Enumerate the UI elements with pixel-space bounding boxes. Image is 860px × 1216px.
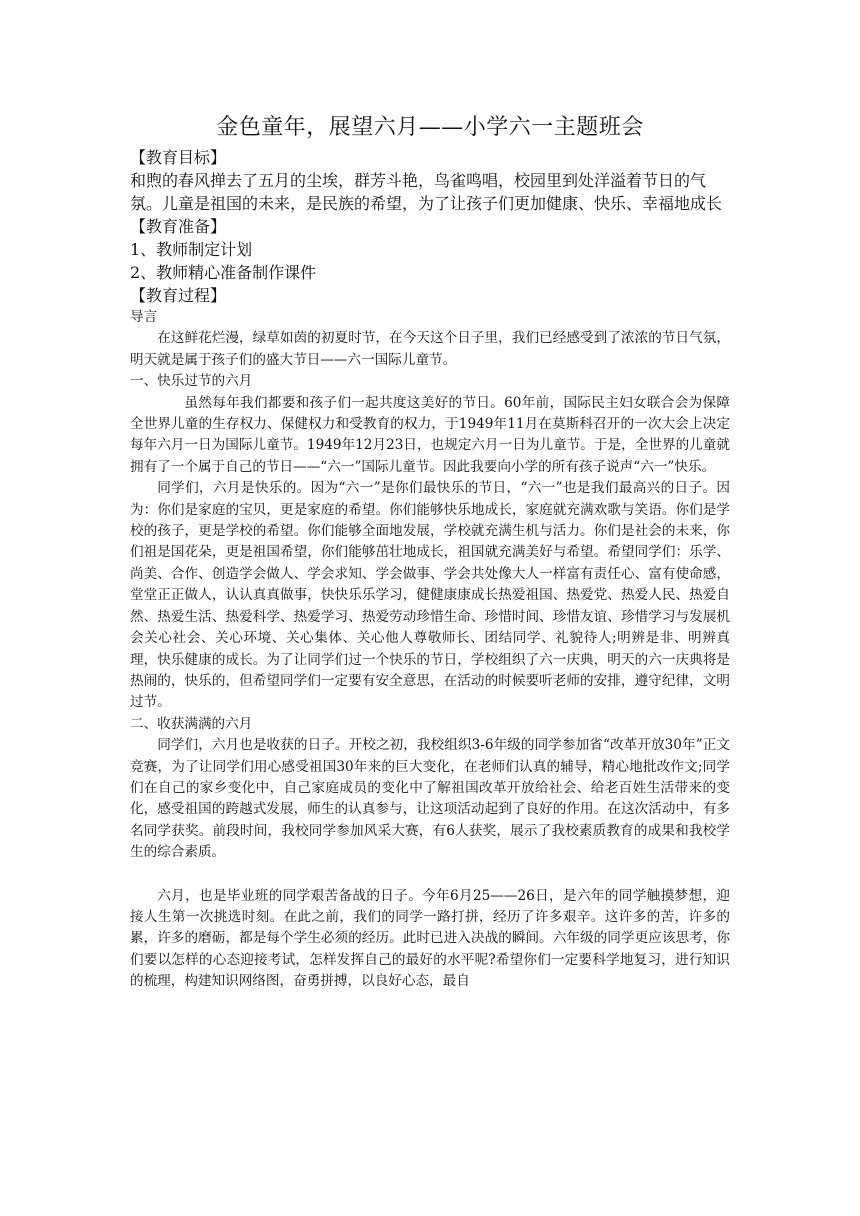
goal-paragraph: 和煦的春风掸去了五月的尘埃，群芳斗艳，鸟雀鸣唱，校园里到处洋溢着节日的气氛。儿童是祖国的未来，是民族的希望，为了让孩子们更加健康、快乐、幸福地成长	[130, 171, 723, 213]
intro-heading: 导言	[130, 309, 158, 325]
section2-paragraph-2: 六月，也是毕业班的同学艰苦备战的日子。今年6月25——26日，是六年的同学触摸梦想，迎接人生第一次挑选时刻。在此之前，我们的同学一路打拼，经历了许多艰辛。这许多的苦，许多的累，许多的磨砺，都是每个学生必须的经历。此时已进入决战的瞬间。六年级的同学更应该思考，你们要以怎样的心态迎接考试，怎样发挥自己的最好的水平呢?希望你们一定要科学地复习，进行知识的梳理，构建知识网络图，奋勇拼搏，以良好心态，最自	[130, 887, 730, 990]
process-heading: 【教育过程】	[130, 286, 227, 305]
goal-heading: 【教育目标】	[130, 148, 227, 167]
section1-heading: 一、快乐过节的六月	[130, 373, 253, 390]
prep-heading: 【教育准备】	[130, 217, 227, 236]
section1-paragraph-2: 同学们，六月是快乐的。因为“六一”是你们最快乐的节日，“六一”也是我们最高兴的日子。因为：你们是家庭的宝贝，更是家庭的希望。你们能够快乐地成长，家庭就充满欢歌与笑语。你们是学校的孩子，更是学校的希望。你们能够全面地发展，学校就充满生机与活力。你们是社会的未来，你们祖是国花朵，更是祖国希望，你们能够茁壮地成长，祖国就充满美好与希望。希望同学们：乐学、尚美、合作、创造学会做人、学会求知、学会做事、学会共处像大人一样富有责任心、富有使命感，堂堂正正做人，认认真真做事，快快乐乐学习，健健康康成长热爱祖国、热爱党、热爱人民、热爱自然、热爱生活、热爱科学、热爱学习、热爱劳动珍惜生命、珍惜时间、珍惜友谊、珍惜学习与发展机会关心社会、关心环境、关心集体、关心他人尊敬师长、团结同学、礼貌待人;明辨是非、明辨真理，快乐健康的成长。为了让同学们过一个快乐的节日，学校组织了六一庆典，明天的六一庆典将是热闹的，快乐的，但希望同学们一定要有安全意思，在活动的时候要听老师的安排，遵守纪律，文明过节。	[130, 480, 730, 711]
prep-item: 2、教师精心准备制作课件	[130, 263, 317, 282]
document-body	[130, 112, 730, 993]
section1-paragraph-1: 虽然每年我们都要和孩子们一起共度这美好的节日。60年前，国际民主妇女联合会为保障全世界儿童的生存权力、保健权力和受教育的权力，于1949年11月在莫斯科召开的一次大会上决定每年六月一日为国际儿童节。1949年12月23日，也规定六月一日为儿童节。于是，全世界的儿童就拥有了一个属于自己的节日——“六一”国际儿童节。因此我要向小学的所有孩子说声“六一”快乐。	[130, 394, 730, 475]
document-title: 金色童年，展望六月——小学六一主题班会	[216, 115, 644, 140]
prep-item: 1、教师制定计划	[130, 240, 253, 259]
paragraph-spacer	[130, 864, 730, 886]
section2-paragraph-1: 同学们，六月也是收获的日子。开校之初，我校组织3-6年级的同学参加省“改革开放30年”正文竞赛，为了让同学们用心感受祖国30年来的巨大变化，在老师们认真的辅导，精心地批改作文;同学们在自己的家乡变化中，自己家庭成员的变化中了解祖国改革开放给社会、给老百姓生活带来的变化，感受祖国的跨越式发展，师生的认真参与，让这项活动起到了良好的作用。在这次活动中，有多名同学获奖。前段时间，我校同学参加风采大赛，有6人获奖，展示了我校素质教育的成果和我校学生的综合素质。	[130, 737, 730, 861]
intro-paragraph: 在这鲜花烂漫，绿草如茵的初夏时节，在今天这个日子里，我们已经感受到了浓浓的节日气氛，明天就是属于孩子们的盛大节日——六一国际儿童节。	[130, 330, 730, 368]
section2-heading: 二、收获满满的六月	[130, 715, 253, 732]
